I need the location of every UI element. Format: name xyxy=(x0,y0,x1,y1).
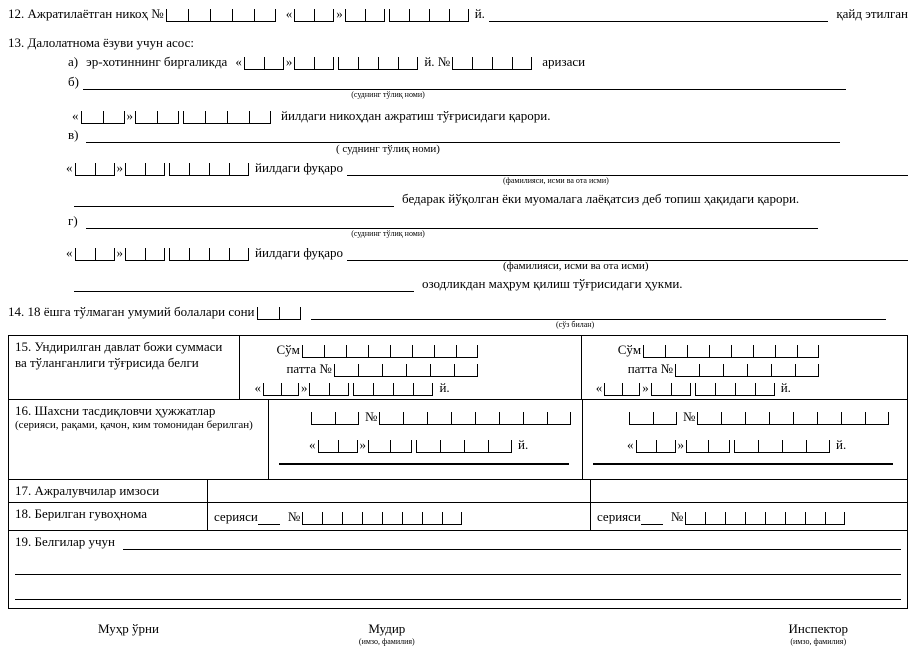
row16-title: 16. Шахсни тасдиқловчи ҳужжатлар xyxy=(15,403,216,418)
row18-cert-left xyxy=(208,503,591,530)
item-a-text: эр-хотиннинг биргаликда xyxy=(86,54,228,69)
day-boxes[interactable] xyxy=(318,440,358,453)
line14-label: 14. 18 ёшга тўлмаган умумий болалари сони xyxy=(8,304,255,319)
court-name-note: (суднинг тўлиқ номи) xyxy=(351,229,425,238)
month-boxes[interactable] xyxy=(309,383,349,396)
children-count-words-blank[interactable] xyxy=(311,305,886,320)
line-13v-decision xyxy=(74,191,908,207)
series-boxes[interactable] xyxy=(629,412,677,425)
item-g-label: г) xyxy=(68,213,78,228)
series-blank[interactable] xyxy=(641,510,663,525)
month-boxes[interactable] xyxy=(135,111,179,124)
row16-subtitle: (серияси, рақами, қачон, ким томонидан берилган) xyxy=(15,419,253,431)
year-suffix: й. xyxy=(439,380,450,395)
signature-right-blank[interactable] xyxy=(591,480,907,502)
certificate-number-boxes[interactable] xyxy=(685,512,845,525)
year-boxes[interactable] xyxy=(734,440,830,453)
year-suffix: й. xyxy=(518,437,529,452)
day-boxes[interactable] xyxy=(81,111,125,124)
quote-open: « xyxy=(66,160,73,175)
inspector-note: (имзо, фамилия) xyxy=(790,637,847,646)
num-sign: № xyxy=(670,509,684,524)
quote-close: » xyxy=(116,245,123,260)
month-boxes[interactable] xyxy=(125,163,165,176)
citizen-name-note: (фамилияси, исми ва ота исми) xyxy=(503,176,609,185)
director-label: Мудир xyxy=(368,621,406,636)
year-boxes[interactable] xyxy=(169,248,249,261)
day-boxes[interactable] xyxy=(604,383,640,396)
court-name-note: ( суднинг тўлиқ номи) xyxy=(336,143,440,155)
line-13g-decision xyxy=(74,276,908,292)
decision-blank[interactable] xyxy=(74,277,414,292)
series-blank[interactable] xyxy=(258,510,280,525)
day-boxes[interactable] xyxy=(294,9,334,22)
row15-fee-right xyxy=(582,336,907,399)
year-suffix: й. xyxy=(474,6,485,21)
quote-close: » xyxy=(677,437,684,452)
issuer-blank[interactable] xyxy=(279,463,569,465)
children-count-boxes[interactable] xyxy=(257,307,301,320)
line12-label: 12. Ажратилаётган никоҳ № xyxy=(8,6,164,21)
signature-left-blank[interactable] xyxy=(208,480,591,502)
stamp-place-label: Муҳр ўрни xyxy=(98,621,159,636)
issuer-blank[interactable] xyxy=(593,463,893,465)
line-13v-citizen xyxy=(66,160,908,176)
form-table xyxy=(8,335,908,609)
year-boxes[interactable] xyxy=(416,440,512,453)
marks-blank-3[interactable] xyxy=(15,585,901,600)
num-sign: № xyxy=(287,509,301,524)
section13-title: 13. Далолатнома ёзуви учун асос: xyxy=(8,35,195,50)
quote-open: « xyxy=(72,108,79,123)
citizen-name-blank[interactable] xyxy=(347,161,908,176)
inspector-signature xyxy=(789,621,849,646)
line-13g xyxy=(68,213,908,229)
item-v-decision: бедарак йўқолган ёки муомалага лаёқатсиз деб топиш ҳақидаги қарори. xyxy=(402,191,800,206)
series-label: серияси xyxy=(597,509,641,524)
line-13b-date xyxy=(72,108,908,124)
month-boxes[interactable] xyxy=(686,440,730,453)
sum-boxes[interactable] xyxy=(643,345,819,358)
quote-open: « xyxy=(235,54,242,69)
item-b-label: б) xyxy=(68,74,79,89)
day-boxes[interactable] xyxy=(244,57,284,70)
day-boxes[interactable] xyxy=(263,383,299,396)
row16-doc-right xyxy=(583,400,907,479)
year-boxes[interactable] xyxy=(353,383,433,396)
year-boxes[interactable] xyxy=(338,57,418,70)
row15-label: 15. Ундирилган давлат божи суммаси ва тўланганлиги тўғрисида белги xyxy=(9,336,240,399)
month-boxes[interactable] xyxy=(125,248,165,261)
quote-open: « xyxy=(254,380,261,395)
quote-close: » xyxy=(300,380,308,395)
sum-label: Сўм xyxy=(617,342,642,357)
quote-close: » xyxy=(336,6,343,21)
row-19 xyxy=(9,530,907,608)
series-boxes[interactable] xyxy=(311,412,359,425)
row16-doc-left xyxy=(269,400,583,479)
quote-close: » xyxy=(285,54,293,69)
day-boxes[interactable] xyxy=(636,440,676,453)
num-sign: № xyxy=(683,409,696,424)
citizen-name-note: (фамилияси, исми ва ота исми) xyxy=(503,260,649,272)
inspector-label: Инспектор xyxy=(788,621,848,636)
year-boxes[interactable] xyxy=(183,111,271,124)
court-name-blank[interactable] xyxy=(86,128,840,143)
court-name-note: (суднинг тўлиқ номи) xyxy=(351,90,425,99)
row18-label: 18. Берилган гувоҳнома xyxy=(9,503,208,530)
marriage-number-boxes[interactable] xyxy=(166,9,276,22)
director-note: (имзо, фамилия) xyxy=(358,637,415,646)
row-17 xyxy=(9,479,907,502)
item-g-decision: озодликдан маҳрум қилиш тўғрисидаги ҳукми. xyxy=(422,276,683,291)
patta-number-boxes[interactable] xyxy=(334,364,478,377)
marks-blank-2[interactable] xyxy=(15,560,901,575)
quote-open: « xyxy=(285,6,293,21)
line-13a xyxy=(68,54,908,70)
marks-blank-1[interactable] xyxy=(123,535,901,550)
quote-close: » xyxy=(116,160,123,175)
year-suffix: й. xyxy=(836,437,847,452)
row17-label: 17. Ажралувчилар имзоси xyxy=(9,480,208,502)
day-boxes[interactable] xyxy=(75,163,115,176)
line-13b xyxy=(68,74,908,90)
quote-open: « xyxy=(66,245,73,260)
series-label: серияси xyxy=(214,509,258,524)
patta-number-boxes[interactable] xyxy=(675,364,819,377)
line-14 xyxy=(8,304,908,320)
month-boxes[interactable] xyxy=(345,9,385,22)
line-13v xyxy=(68,127,908,143)
court-name-blank[interactable] xyxy=(86,214,818,229)
month-boxes[interactable] xyxy=(651,383,691,396)
year-boxes[interactable] xyxy=(169,163,249,176)
quote-open: « xyxy=(595,380,603,395)
citizen-name-blank[interactable] xyxy=(347,246,908,261)
item-a-label: а) xyxy=(68,54,79,69)
month-boxes[interactable] xyxy=(368,440,412,453)
words-note: (сўз билан) xyxy=(556,320,595,329)
registered-place-blank[interactable] xyxy=(489,7,828,22)
quote-close: » xyxy=(126,108,133,123)
document-number-boxes[interactable] xyxy=(697,412,889,425)
quote-close: » xyxy=(642,380,649,395)
line-12 xyxy=(8,6,908,22)
line-13g-citizen xyxy=(66,245,908,261)
quote-open: « xyxy=(627,437,634,452)
patta-label: патта № xyxy=(627,361,674,376)
sum-label: Сўм xyxy=(276,342,300,357)
item-b-decision: йилдаги никоҳдан ажратиш тўғрисидаги қарори. xyxy=(281,108,551,123)
row19-label: 19. Белгилар учун xyxy=(15,534,116,549)
application-number-boxes[interactable] xyxy=(452,57,532,70)
court-name-blank[interactable] xyxy=(83,75,846,90)
year-boxes[interactable] xyxy=(695,383,775,396)
patta-label: патта № xyxy=(286,361,332,376)
year-boxes[interactable] xyxy=(389,9,469,22)
director-signature xyxy=(359,621,415,646)
month-boxes[interactable] xyxy=(294,57,334,70)
row-15 xyxy=(9,336,907,399)
item-v-label: в) xyxy=(68,127,79,142)
row-18 xyxy=(9,502,907,530)
row16-label xyxy=(9,400,269,479)
row19-cell xyxy=(9,531,907,608)
decision-blank[interactable] xyxy=(74,192,394,207)
document-number-boxes[interactable] xyxy=(379,412,571,425)
quote-open: « xyxy=(309,437,316,452)
row18-cert-right xyxy=(591,503,907,530)
row-16 xyxy=(9,399,907,479)
item-a-end: аризаси xyxy=(542,54,586,69)
year-suffix: й. xyxy=(780,380,791,395)
quote-close: » xyxy=(359,437,366,452)
certificate-number-boxes[interactable] xyxy=(302,512,462,525)
row15-fee-left xyxy=(240,336,581,399)
day-boxes[interactable] xyxy=(75,248,115,261)
registered-label: қайд этилган xyxy=(836,6,908,21)
item-g-citizen: йилдаги фуқаро xyxy=(255,245,344,260)
item-v-citizen: йилдаги фуқаро xyxy=(255,160,344,175)
footer-signatures xyxy=(8,621,908,646)
item-a-mid: й. № xyxy=(424,54,451,69)
num-sign: № xyxy=(365,409,378,424)
sum-boxes[interactable] xyxy=(302,345,478,358)
